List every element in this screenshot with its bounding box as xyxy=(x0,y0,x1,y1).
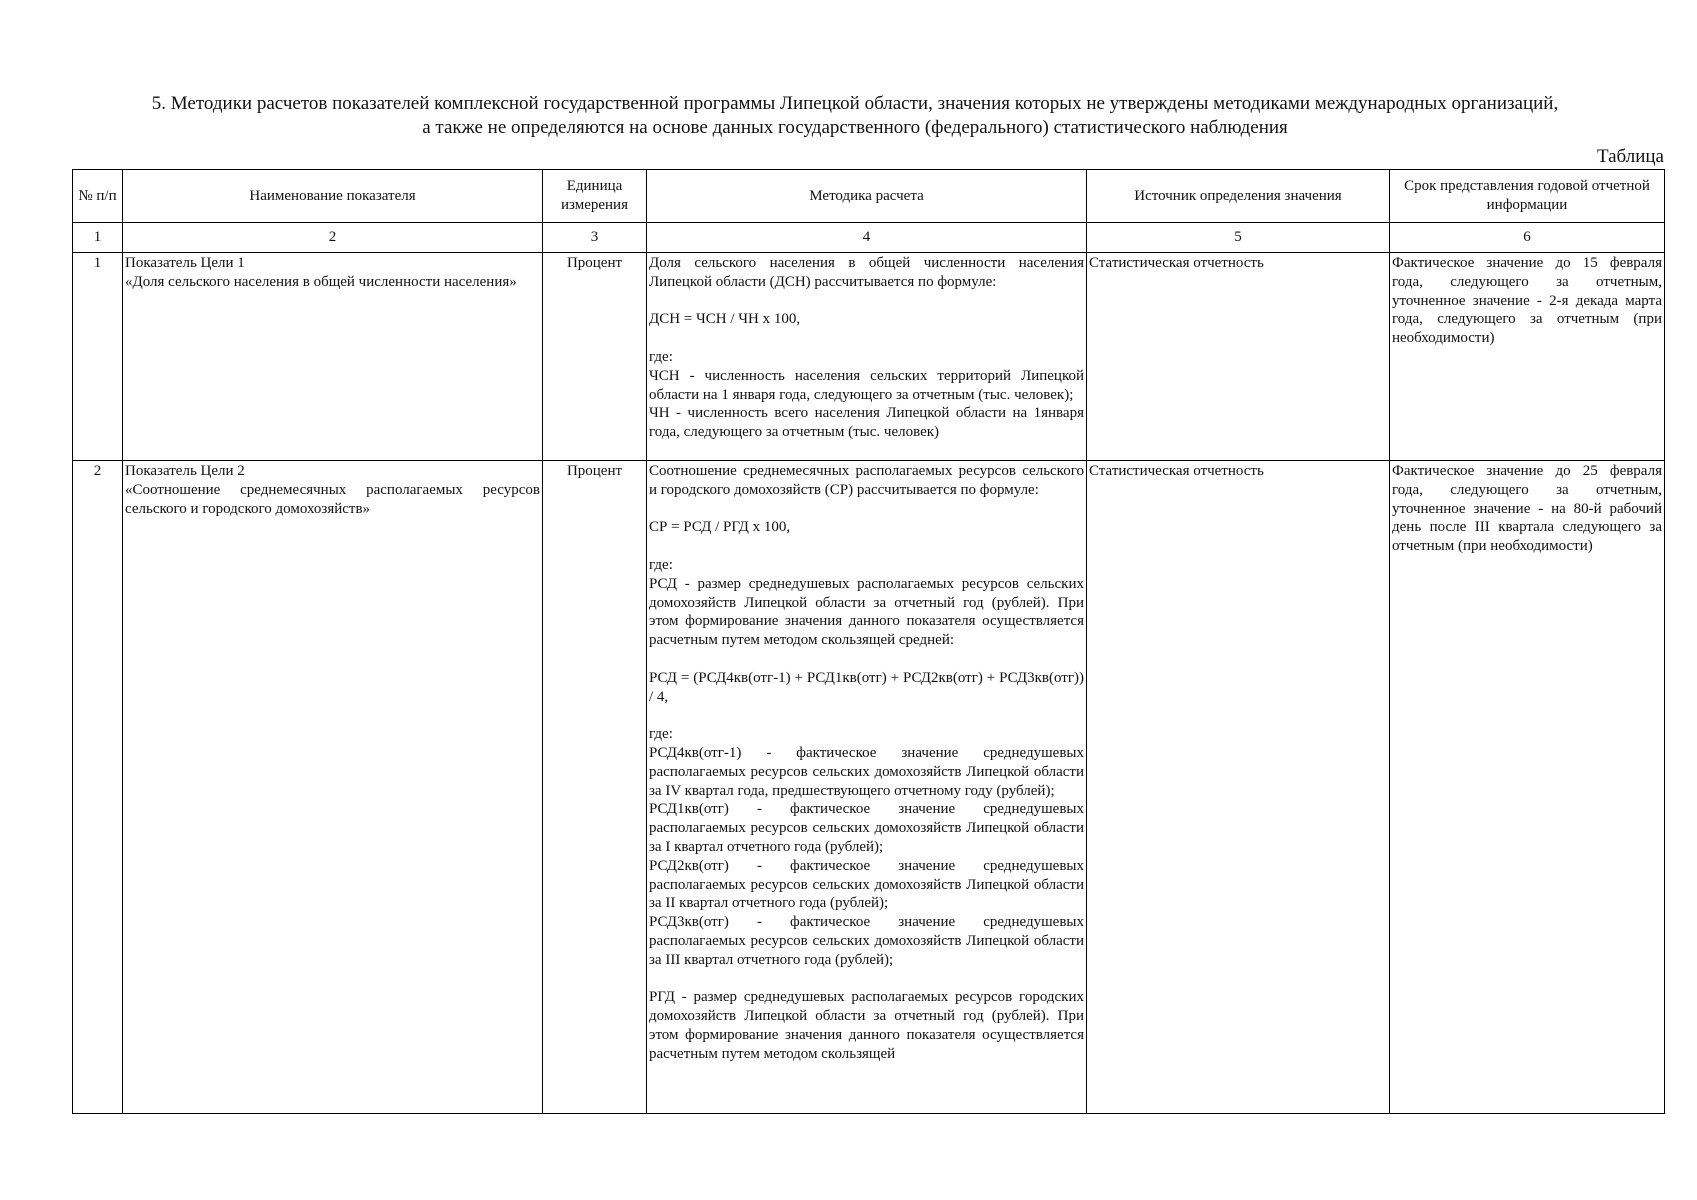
method-blank-line xyxy=(649,329,1084,348)
method-blank-line xyxy=(649,537,1084,556)
table-row xyxy=(73,461,1665,1114)
header-name: Наименование показателя xyxy=(123,170,543,223)
method-blank-line xyxy=(649,706,1084,725)
unit: Процент xyxy=(543,461,647,1114)
row-number: 2 xyxy=(73,461,123,1114)
method-blank-line xyxy=(649,292,1084,311)
column-number: 2 xyxy=(123,223,543,253)
method-line: РСД4кв(отг-1) - фактическое значение среднедушевых располагаемых ресурсов сельских домохозяйств Липецкой области за IV квартал года, предшествующего отчетному году (рублей); xyxy=(649,744,1084,799)
method-blank-line xyxy=(649,650,1084,669)
method-line: ЧН - численность всего населения Липецкой области на 1января года, следующего за отчетным (тыс. человек) xyxy=(649,405,1084,441)
indicator-label: Показатель Цели 2 xyxy=(125,463,245,479)
row-number: 1 xyxy=(73,253,123,461)
indicator-name xyxy=(123,461,543,1114)
method-line: СР = РСД / РГД х 100, xyxy=(649,519,791,536)
deadline: Фактическое значение до 25 февраля года, следующего за отчетным, уточненное значение - на 80-й рабочий день после III квартала следующего за отчетным (при необходимости) xyxy=(1390,461,1665,1114)
indicators-table xyxy=(72,169,1665,1114)
method-line: РГД - размер среднедушевых располагаемых ресурсов городских домохозяйств Липецкой области за отчетный год (рублей). При этом формирование значения данного показателя осуществляется расчетным путем методом скользящей xyxy=(649,989,1084,1062)
document-title xyxy=(60,92,1650,140)
table-header-row xyxy=(73,170,1665,223)
header-method: Методика расчета xyxy=(647,170,1087,223)
method-line: ЧСН - численность населения сельских территорий Липецкой области на 1 января года, следующего за отчетным (тыс. человек); xyxy=(649,367,1084,403)
title-line-1: 5. Методики расчетов показателей комплексной государственной программы Липецкой области, значения которых не утверждены методиками международных организаций, xyxy=(151,93,1559,114)
method-line: РСД3кв(отг) - фактическое значение среднедушевых располагаемых ресурсов сельских домохозяйств Липецкой области за III квартал отчетного года (рублей); xyxy=(649,914,1084,968)
indicator-title: «Доля сельского населения в общей численности населения» xyxy=(125,273,517,290)
method-text xyxy=(649,462,1084,1111)
header-deadline: Срок представления годовой отчетной информации xyxy=(1390,170,1665,223)
column-number: 5 xyxy=(1087,223,1390,253)
header-num: № п/п xyxy=(73,170,123,223)
column-number: 1 xyxy=(73,223,123,253)
indicator-name xyxy=(123,253,543,461)
method-line: РСД = (РСД4кв(отг-1) + РСД1кв(отг) + РСД2кв(отг) + РСД3кв(отг)) / 4, xyxy=(649,669,1084,705)
header-source: Источник определения значения xyxy=(1087,170,1390,223)
table-label: Таблица xyxy=(1596,146,1664,167)
deadline: Фактическое значение до 15 февраля года, следующего за отчетным, уточненное значение - 2-я декада марта года, следующего за отчетным (при необходимости) xyxy=(1390,253,1665,461)
method-line: Доля сельского населения в общей численности населения Липецкой области (ДСН) рассчитывается по формуле: xyxy=(649,255,1084,290)
method-line: РСД2кв(отг) - фактическое значение среднедушевых располагаемых ресурсов сельских домохозяйств Липецкой области за II квартал отчетного года (рублей); xyxy=(649,857,1084,912)
method-line: где: xyxy=(649,348,673,365)
indicator-label: Показатель Цели 1 xyxy=(125,255,245,271)
indicator-title: «Соотношение среднемесячных располагаемых ресурсов сельского и городского домохозяйств» xyxy=(125,481,540,517)
title-line-2: а также не определяются на основе данных государственного (федерального) статистического наблюдения xyxy=(422,117,1288,138)
method-cell xyxy=(647,253,1087,461)
method-line: Соотношение среднемесячных располагаемых ресурсов сельского и городского домохозяйств (СР) рассчитывается по формуле: xyxy=(649,463,1084,498)
method-text xyxy=(649,254,1084,442)
source: Статистическая отчетность xyxy=(1087,461,1390,1114)
method-blank-line xyxy=(649,970,1084,989)
method-line: ДСН = ЧСН / ЧН х 100, xyxy=(649,311,801,328)
method-line: где: xyxy=(649,556,673,573)
method-line: РСД - размер среднедушевых располагаемых ресурсов сельских домохозяйств Липецкой области за отчетный год (рублей). При этом формирование значения данного показателя осуществляется расчетным путем методом скользящей средней: xyxy=(649,575,1084,649)
header-unit: Единица измерения xyxy=(543,170,647,223)
method-line: где: xyxy=(649,726,673,743)
method-line: РСД1кв(отг) - фактическое значение среднедушевых располагаемых ресурсов сельских домохозяйств Липецкой области за I квартал отчетного года (рублей); xyxy=(649,801,1084,855)
source: Статистическая отчетность xyxy=(1087,253,1390,461)
column-number: 6 xyxy=(1390,223,1665,253)
table-row xyxy=(73,253,1665,461)
column-number: 3 xyxy=(543,223,647,253)
unit: Процент xyxy=(543,253,647,461)
method-blank-line xyxy=(649,500,1084,519)
method-cell xyxy=(647,461,1087,1114)
column-number: 4 xyxy=(647,223,1087,253)
column-number-row xyxy=(73,223,1665,253)
